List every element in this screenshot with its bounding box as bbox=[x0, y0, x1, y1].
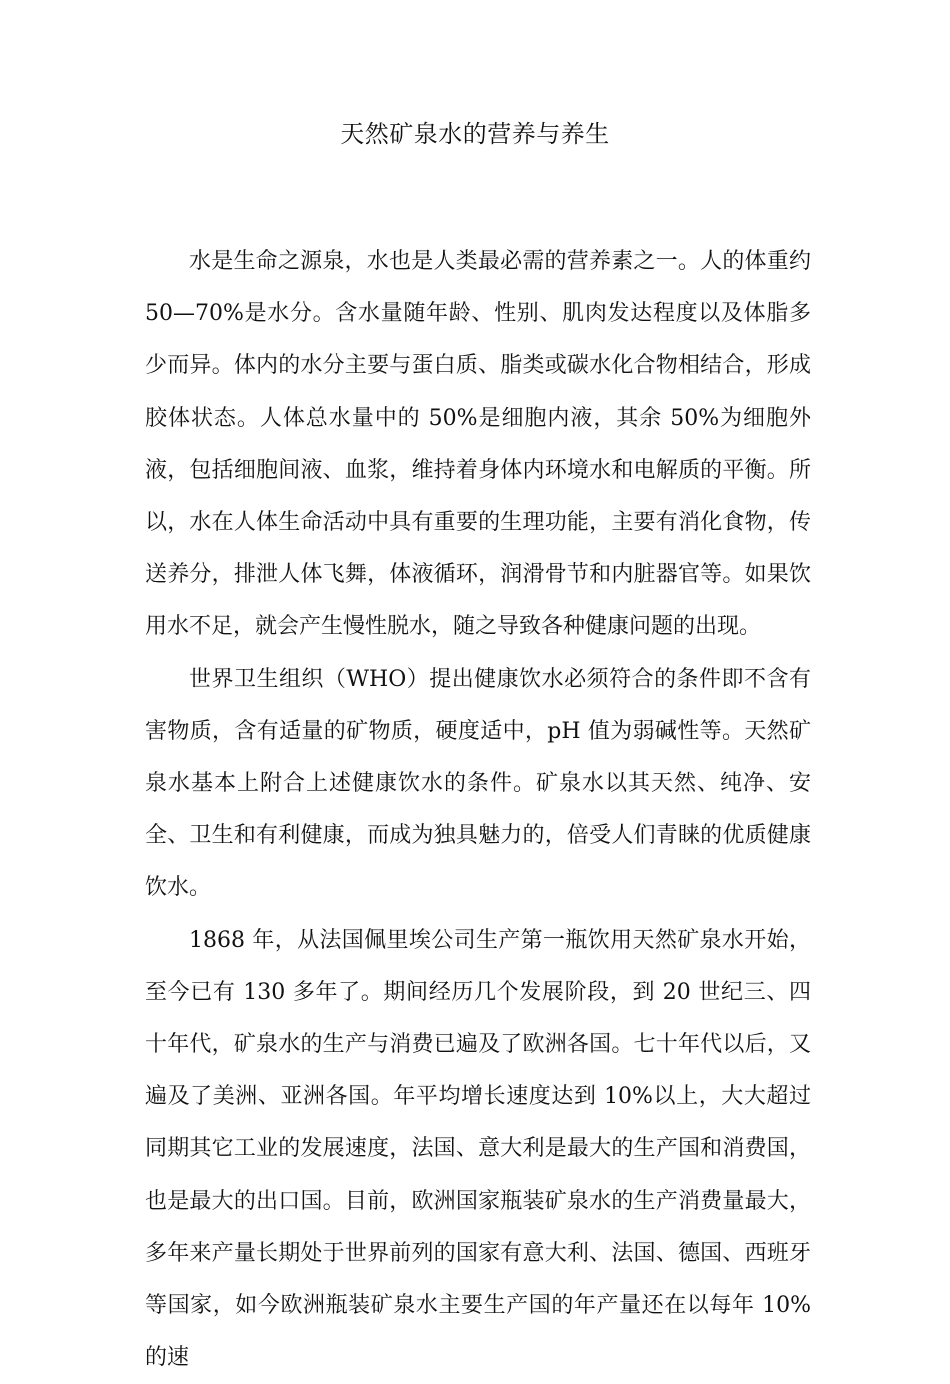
paragraph-1: 水是生命之源泉，水也是人类最必需的营养素之一。人的体重约 50—70%是水分。含水量随年龄、性别、肌肉发达程度以及体脂多少而异。体内的水分主要与蛋白质、脂类或碳水化合物相结合，形成胶体状态。人体总水量中的 50%是细胞内液，其余 50%为细胞外液，包括细胞间液、血浆，维持着身体内环境水和电解质的平衡。所以，水在人体生命活动中具有重要的生理功能，主要有消化食物，传送养分，排泄人体飞舞，体液循环，润滑骨节和内脏器官等。如果饮用水不足，就会产生慢性脱水，随之导致各种健康问题的出现。 bbox=[145, 249, 811, 640]
paragraph-3: 1868 年，从法国佩里埃公司生产第一瓶饮用天然矿泉水开始，至今已有 130 多年了。期间经历几个发展阶段，到 20 世纪三、四十年代，矿泉水的生产与消费已遍及了欧洲各国。七十年代以后，又遍及了美洲、亚洲各国。年平均增长速度达到 10%以上，大大超过同期其它工业的发展速度，法国、意大利是最大的生产国和消费国，也是最大的出口国。目前，欧洲国家瓶装矿泉水的生产消费量最大，多年来产量长期处于世界前列的国家有意大利、法国、德国、西班牙等国家，如今欧洲瓶装矿泉水主要生产国的年产量还在以每年 10%的速 bbox=[145, 927, 811, 1371]
paragraph-2: 世界卫生组织（WHO）提出健康饮水必须符合的条件即不含有害物质，含有适量的矿物质，硬度适中，pH 值为弱碱性等。天然矿泉水基本上附合上述健康饮水的条件。矿泉水以其天然、纯净、安全、卫生和有利健康，而成为独具魅力的，倍受人们青睐的优质健康饮水。 bbox=[145, 666, 811, 901]
document-title: 天然矿泉水的营养与养生 bbox=[340, 120, 610, 148]
document-body bbox=[145, 236, 811, 1384]
